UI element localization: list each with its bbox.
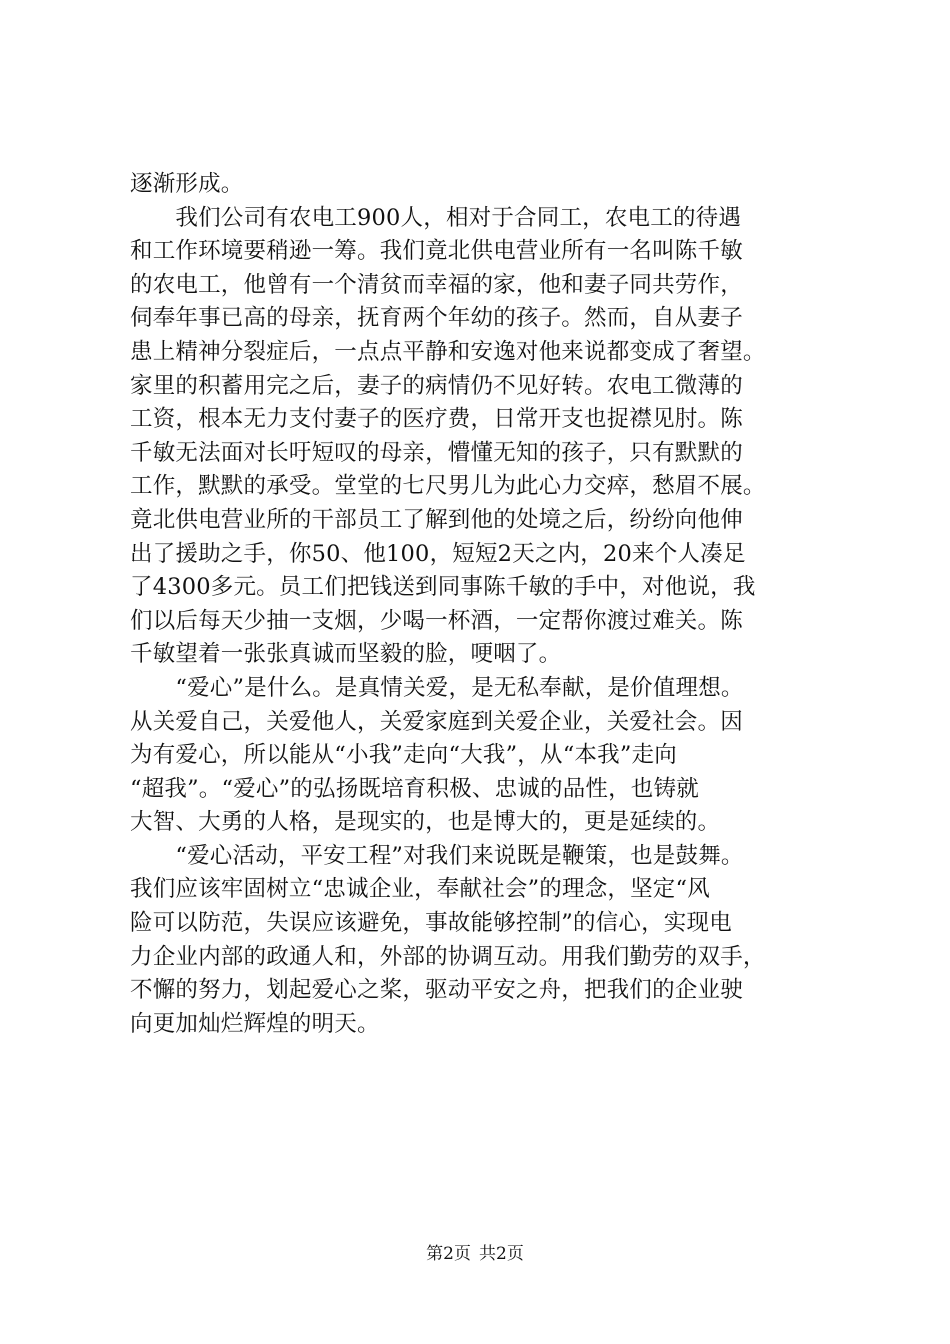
text-line: 我们应该牢固树立“忠诚企业，奉献社会”的理念，坚定“风 — [130, 876, 710, 903]
text-line: 们以后每天少抽一支烟，少喝一杯酒，一定帮你渡过难关。陈 — [130, 607, 743, 634]
text-line: 大智、大勇的人格，是现实的，也是博大的，更是延续的。 — [130, 809, 721, 836]
text-line: 力企业内部的政通人和，外部的协调互动。用我们勤劳的双手， — [130, 943, 766, 970]
text-line: “爱心活动，平安工程”对我们来说既是鞭策，也是鼓舞。 — [130, 842, 744, 869]
text-line: 为有爱心，所以能从“小我”走向“大我”，从“本我”走向 — [130, 742, 677, 769]
text-line: 我们公司有农电工900人，相对于合同工，农电工的待遇 — [130, 204, 742, 231]
text-line: “超我”。“爱心”的弘扬既培育积极、忠诚的品性，也铸就 — [130, 775, 699, 802]
text-line: 家里的积蓄用完之后，妻子的病情仍不见好转。农电工微薄的 — [130, 372, 743, 399]
text-line: 竟北供电营业所的干部员工了解到他的处境之后，纷纷向他伸 — [130, 506, 743, 533]
text-line: 险可以防范，失误应该避免，事故能够控制”的信心，实现电 — [130, 910, 732, 937]
text-line: 患上精神分裂症后，一点点平静和安逸对他来说都变成了奢望。 — [130, 338, 766, 365]
text-line: 从关爱自己，关爱他人，关爱家庭到关爱企业，关爱社会。因 — [130, 708, 743, 735]
body-text — [130, 168, 852, 1041]
page-total: 共2页 — [479, 1244, 524, 1264]
text-line: 千敏望着一张张真诚而坚毅的脸，哽咽了。 — [130, 641, 562, 668]
page-number: 第2页 — [426, 1244, 471, 1264]
text-line: 逐渐形成。 — [130, 171, 244, 197]
text-line: 伺奉年事已高的母亲，抚育两个年幼的孩子。然而，自从妻子 — [130, 305, 743, 332]
text-line: 千敏无法面对长吁短叹的母亲，懵懂无知的孩子，只有默默的 — [130, 439, 743, 466]
text-line: 了4300多元。员工们把钱送到同事陈千敏的手中，对他说，我 — [130, 574, 756, 601]
text-line: 出了援助之手，你50、他100，短短2天之内，20来个人凑足 — [130, 540, 746, 567]
text-line: 工资，根本无力支付妻子的医疗费，日常开支也捉襟见肘。陈 — [130, 406, 743, 433]
text-line: 工作，默默的承受。堂堂的七尺男儿为此心力交瘁，愁眉不展。 — [130, 473, 766, 500]
text-line: 和工作环境要稍逊一筹。我们竟北供电营业所有一名叫陈千敏 — [130, 238, 743, 265]
text-line: 不懈的努力，划起爱心之桨，驱动平安之舟，把我们的企业驶 — [130, 977, 743, 1004]
page-footer — [0, 1242, 950, 1266]
text-line: 向更加灿烂辉煌的明天。 — [130, 1010, 380, 1037]
text-line: 的农电工，他曾有一个清贫而幸福的家，他和妻子同共劳作， — [130, 271, 743, 298]
text-line: “爱心”是什么。是真情关爱，是无私奉献，是价值理想。 — [130, 674, 744, 701]
